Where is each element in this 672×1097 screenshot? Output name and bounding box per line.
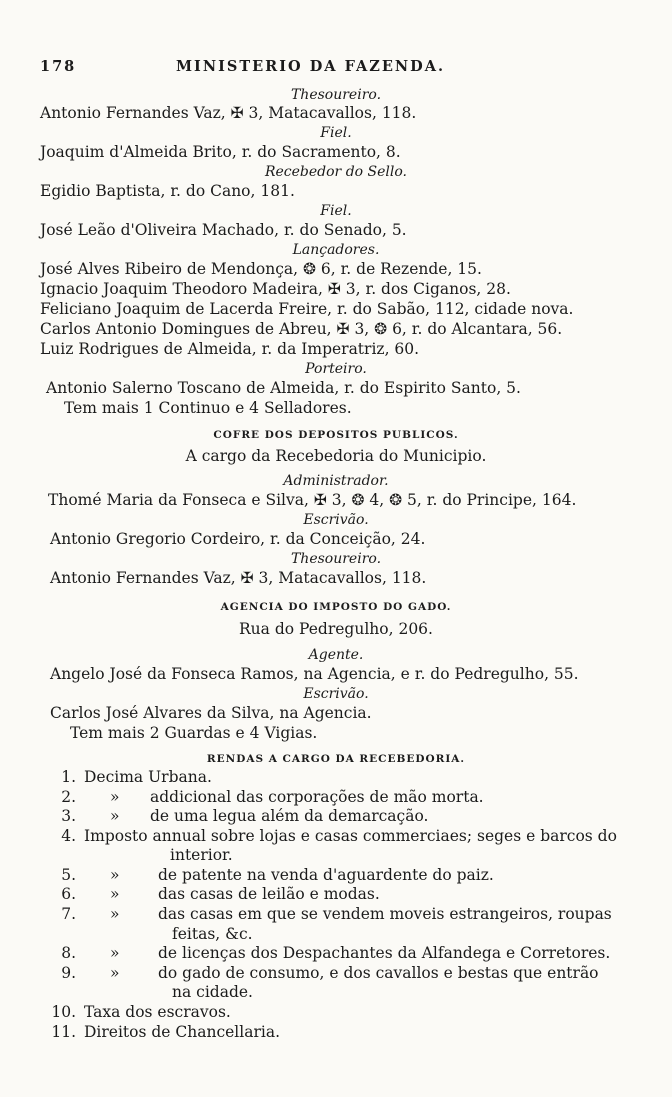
item-text: na cidade. xyxy=(172,983,253,1001)
ditto-mark: » xyxy=(110,964,120,982)
item-number: 11. xyxy=(51,1023,76,1041)
item-number: 1. xyxy=(61,768,76,786)
entry: Antonio Salerno Toscano de Almeida, r. do Espirito Santo, 5. xyxy=(46,379,521,397)
section-role: Thesoureiro. xyxy=(290,87,382,103)
section-heading: RENDAS A CARGO DA RECEBEDORIA. xyxy=(206,753,466,765)
item-text: de uma legua além da demarcação. xyxy=(150,807,429,825)
section-role: Agente. xyxy=(308,647,364,663)
entry: Antonio Fernandes Vaz, ✠ 3, Matacavallos, 118. xyxy=(40,104,417,122)
section-heading: AGENCIA DO IMPOSTO DO GADO. xyxy=(220,601,452,613)
item-number: 8. xyxy=(61,944,76,962)
section-role: Escrivão. xyxy=(303,512,369,528)
entry: Ignacio Joaquim Theodoro Madeira, ✠ 3, r. dos Ciganos, 28. xyxy=(40,280,511,298)
ditto-mark: » xyxy=(110,807,120,825)
section-role: Fiel. xyxy=(320,203,352,219)
section-role: Porteiro. xyxy=(305,361,367,377)
item-number: 6. xyxy=(61,885,76,903)
item-text: de licenças dos Despachantes da Alfandega e Corretores. xyxy=(158,944,611,962)
section-subheading: A cargo da Recebedoria do Municipio. xyxy=(185,447,487,465)
item-number: 4. xyxy=(61,827,76,845)
entry: José Leão d'Oliveira Machado, r. do Senado, 5. xyxy=(40,221,407,239)
entry: Luiz Rodrigues de Almeida, r. da Imperatriz, 60. xyxy=(40,340,420,358)
ditto-mark: » xyxy=(110,885,120,903)
section-role: Escrivão. xyxy=(303,686,369,702)
section-subheading: Rua do Pedregulho, 206. xyxy=(239,620,433,638)
item-number: 7. xyxy=(61,905,76,923)
section-role: Fiel. xyxy=(320,125,352,141)
entry: Egidio Baptista, r. do Cano, 181. xyxy=(40,182,295,200)
page-number: 178 xyxy=(40,58,77,75)
section-role: Administrador. xyxy=(283,473,389,489)
ditto-mark: » xyxy=(110,905,120,923)
item-text: das casas de leilão e modas. xyxy=(158,885,380,903)
item-number: 2. xyxy=(61,788,76,806)
item-text: das casas em que se vendem moveis estrangeiros, roupas xyxy=(158,905,612,923)
ditto-mark: » xyxy=(110,944,120,962)
item-text: Imposto annual sobre lojas e casas commerciaes; seges e barcos do xyxy=(84,827,617,845)
section-role: Lançadores. xyxy=(292,242,380,258)
ditto-mark: » xyxy=(110,866,120,884)
entry: José Alves Ribeiro de Mendonça, ❂ 6, r. de Rezende, 15. xyxy=(40,260,482,278)
item-number: 9. xyxy=(61,964,76,982)
section-role: Recebedor do Sello. xyxy=(264,164,408,180)
item-number: 10. xyxy=(51,1003,76,1021)
ditto-mark: » xyxy=(110,788,120,806)
entry: Carlos Antonio Domingues de Abreu, ✠ 3, ❂ 6, r. do Alcantara, 56. xyxy=(40,320,563,338)
entry: Carlos José Alvares da Silva, na Agencia. xyxy=(50,704,372,722)
item-text: Taxa dos escravos. xyxy=(84,1003,231,1021)
entry: Antonio Gregorio Cordeiro, r. da Conceição, 24. xyxy=(50,530,426,548)
item-text: interior. xyxy=(170,846,233,864)
entry: Antonio Fernandes Vaz, ✠ 3, Matacavallos, 118. xyxy=(50,569,427,587)
entry: Feliciano Joaquim de Lacerda Freire, r. do Sabão, 112, cidade nova. xyxy=(40,300,574,318)
item-text: Direitos de Chancellaria. xyxy=(84,1023,280,1041)
item-text: do gado de consumo, e dos cavallos e bestas que entrão xyxy=(158,964,599,982)
entry: Joaquim d'Almeida Brito, r. do Sacramento, 8. xyxy=(40,143,401,161)
section-role: Thesoureiro. xyxy=(290,551,382,567)
entry: Tem mais 2 Guardas e 4 Vigias. xyxy=(70,724,318,742)
item-text: addicional das corporações de mão morta. xyxy=(150,788,484,806)
item-text: Decima Urbana. xyxy=(84,768,212,786)
page-title: MINISTERIO DA FAZENDA. xyxy=(176,58,446,75)
entry: Angelo José da Fonseca Ramos, na Agencia, e r. do Pedregulho, 55. xyxy=(50,665,579,683)
entry: Thomé Maria da Fonseca e Silva, ✠ 3, ❂ 4, ❂ 5, r. do Principe, 164. xyxy=(48,491,577,509)
entry: Tem mais 1 Continuo e 4 Selladores. xyxy=(64,399,352,417)
item-text: feitas, &c. xyxy=(172,925,253,943)
section-heading: COFRE DOS DEPOSITOS PUBLICOS. xyxy=(213,429,459,441)
item-text: de patente na venda d'aguardente do paiz. xyxy=(158,866,494,884)
item-number: 5. xyxy=(61,866,76,884)
item-number: 3. xyxy=(61,807,76,825)
